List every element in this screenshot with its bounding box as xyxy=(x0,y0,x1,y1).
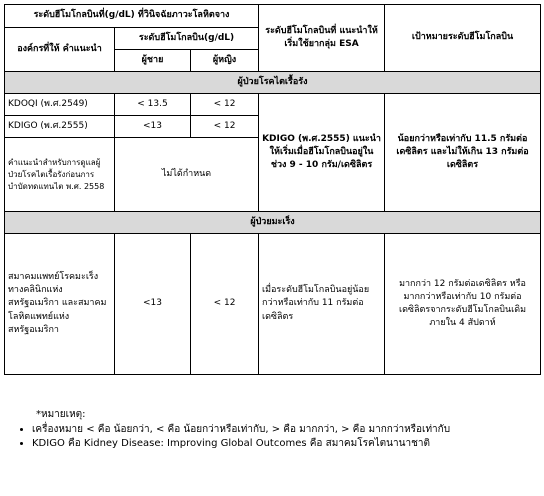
chronic-target: น้อยกว่าหรือเท่ากับ 11.5 กรัมต่อเดซิลิตร และไม่ให้เกิน 13 กรัมต่อเดซิลิตร xyxy=(385,94,541,212)
org-kdigo: KDIGO (พ.ศ.2555) xyxy=(5,116,115,138)
org-kdoqi: KDOQI (พ.ศ.2549) xyxy=(5,94,115,116)
org-thai-guideline: คำแนะนำสำหรับการดูแลผู้ป่วยโรคไตเรื้อรังก่อนการบำบัดทดแทนไต พ.ศ. 2558 xyxy=(5,138,115,212)
note-symbols: • เครื่องหมาย < คือ น้อยกว่า, < คือ น้อยกว่าหรือเท่ากับ, > คือ มากกว่า, > คือ มากกว่าหรือเท่ากับ xyxy=(32,423,536,438)
cancer-esa: เมื่อระดับฮีโมโกลบินอยู่น้อยกว่าหรือเท่ากับ 11 กรัมต่อเดซิลิตร xyxy=(259,234,385,375)
header-male: ผู้ชาย xyxy=(115,50,191,72)
header-hb-esa: ระดับฮีโมโกลบินที่ แนะนำให้เริ่มใช้ยากลุ่ม ESA xyxy=(259,5,385,72)
cancer-target: มากกว่า 12 กรัมต่อเดซิลิตร หรือ มากกว่าหรือเท่ากับ 10 กรัมต่อเดซิลิตรจากระดับฮีโมโกลบินเดิมภายใน 4 สัปดาห์ xyxy=(385,234,541,375)
notes-list xyxy=(10,423,536,452)
header-target-hb: เป้าหมายระดับฮีโมโกลบิน xyxy=(385,5,541,72)
header-hb-level: ระดับฮีโมโกลบิน(g/dL) xyxy=(115,28,259,50)
note-kdigo: • KDIGO คือ Kidney Disease: Improving Global Outcomes คือ สมาคมโรคไตนานาชาติ xyxy=(32,437,536,452)
notes-title: *หมายเหตุ: xyxy=(36,409,86,420)
cancer-male: <13 xyxy=(115,234,191,375)
header-female: ผู้หญิง xyxy=(191,50,259,72)
thai-guideline-value: ไม่ได้กำหนด xyxy=(115,138,259,212)
header-org: องค์กรที่ให้ คำแนะนำ xyxy=(5,28,115,72)
org-cancer-societies: สมาคมแพทย์โรคมะเร็งทางคลินิกแห่งสหรัฐอเมริกา และสมาคมโลหิตแพทย์แห่งสหรัฐอเมริกา xyxy=(5,234,115,375)
footnotes xyxy=(10,408,536,452)
chronic-esa: KDIGO (พ.ศ.2555) แนะนำให้เริ่มเมื่อฮีโมโกลบินอยู่ในช่วง 9 - 10 กรัม/เดซิลิตร xyxy=(259,94,385,212)
kdigo-female: < 12 xyxy=(191,116,259,138)
kdoqi-female: < 12 xyxy=(191,94,259,116)
kdigo-male: <13 xyxy=(115,116,191,138)
cancer-female: < 12 xyxy=(191,234,259,375)
anemia-guideline-table xyxy=(4,4,541,375)
kdoqi-male: < 13.5 xyxy=(115,94,191,116)
header-hb-for-anemia: ระดับฮีโมโกลบินที่(g/dL) ที่วินิจฉัยภาวะโลหิตจาง xyxy=(5,5,259,28)
section-chronic-kidney: ผู้ป่วยโรคไตเรื้อรัง xyxy=(5,72,541,94)
section-cancer: ผู้ป่วยมะเร็ง xyxy=(5,212,541,234)
